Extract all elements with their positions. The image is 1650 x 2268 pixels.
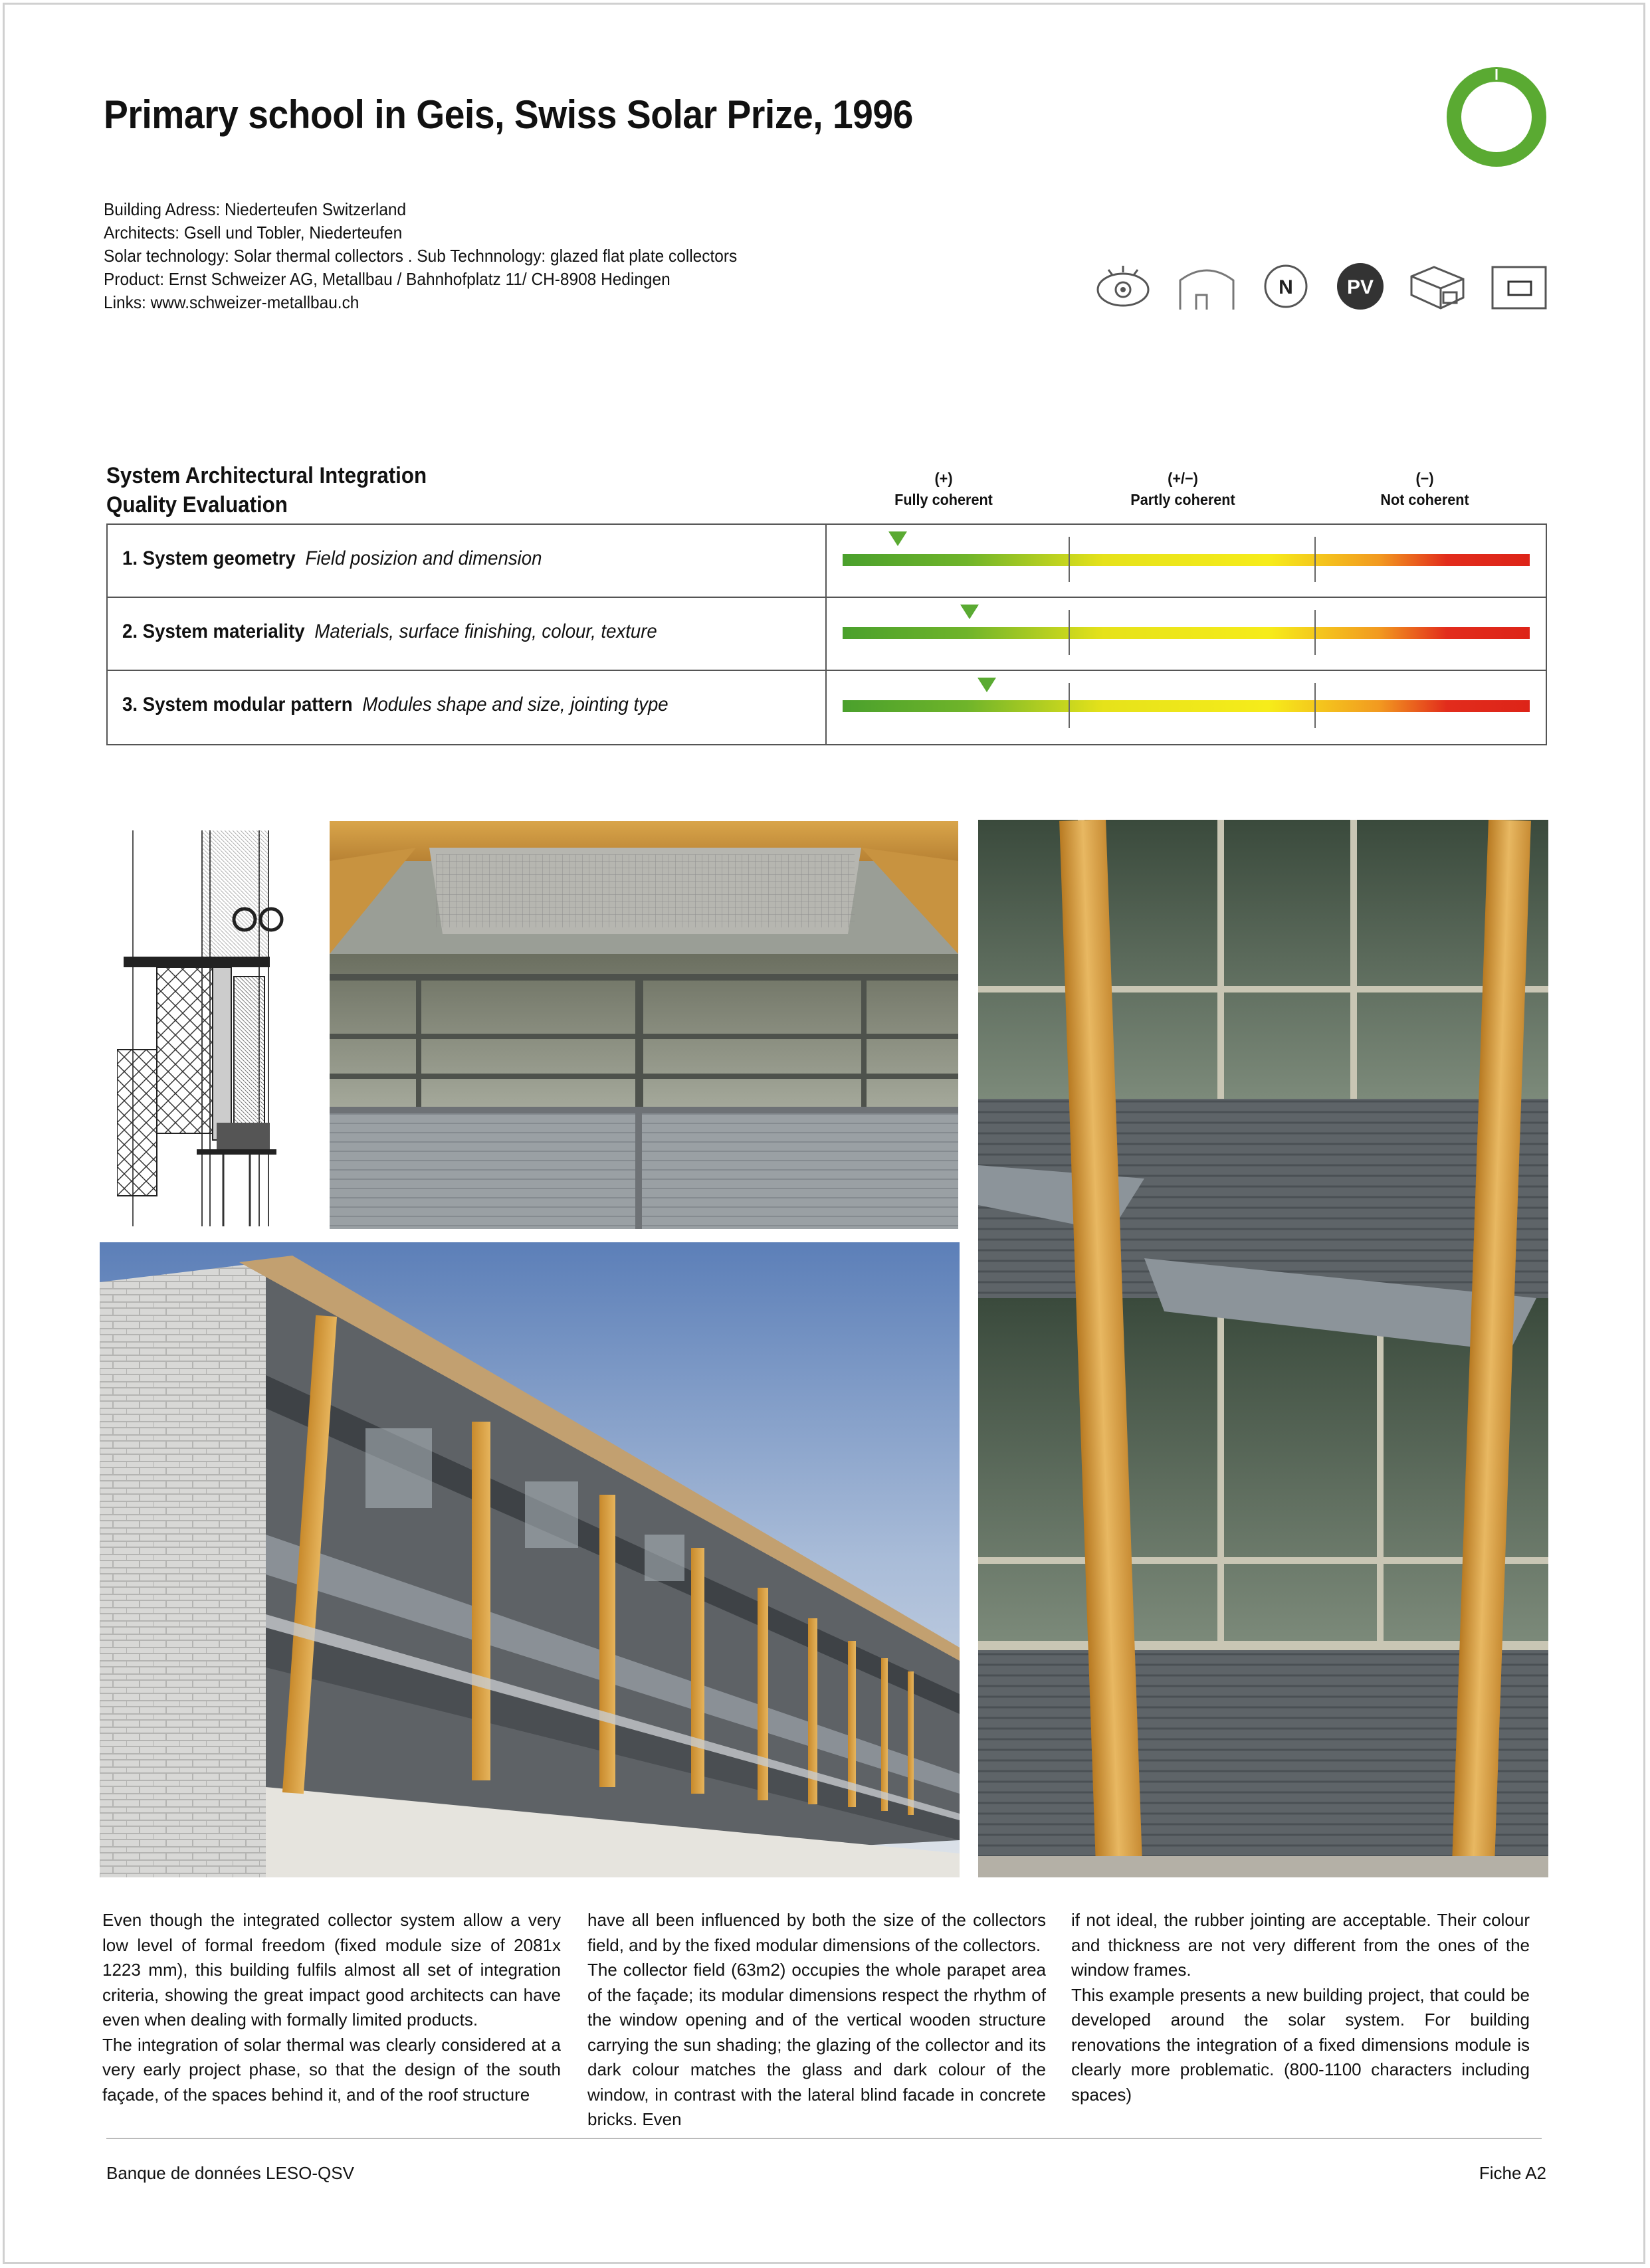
header-icons (1090, 260, 1555, 314)
rating-tick (1314, 683, 1316, 728)
rating-marker-icon (978, 678, 996, 692)
legend-not-coherent (1344, 468, 1506, 510)
legend-label: Fully coherent (894, 491, 993, 508)
rating-marker-icon (888, 531, 907, 546)
criterion-row (108, 598, 1546, 671)
text-column-1 (102, 1908, 561, 2107)
footer-sheet-number: Fiche A2 (1479, 2163, 1546, 2183)
evaluation-table (106, 523, 1547, 745)
architects: Architects: Gsell und Tobler, Niederteufen (104, 223, 403, 242)
collector-closeup-photo (330, 821, 958, 1229)
rating-marker-icon (960, 605, 979, 619)
paragraph: The integration of solar thermal was clearly considered at a very early project phase, so that the design of the south façade, of the spaces behind it, and of the roof structure (102, 2034, 561, 2105)
page-title: Primary school in Geis, Swiss Solar Prize, 1996 (104, 92, 913, 137)
legend-label: Not coherent (1380, 491, 1469, 508)
text-column-2 (587, 1908, 1046, 2132)
paragraph: Even though the integrated collector system allow a very low level of formal freedom (fixed module size of 2081x 1223 mm), this building fulfils almost all set of integration criteria, showing the great impact good architects can have even when dealing with formally limited products. (102, 1910, 561, 2030)
module-box-icon (1407, 264, 1467, 314)
facade-detail-photo (978, 820, 1548, 1877)
paragraph: This example presents a new building project, that could be developed around the solar system. For building renovations the integration of a fixed dimensions module is clearly more problematic. (800-1100 characters including spaces) (1071, 1984, 1530, 2105)
rating-tick (1069, 683, 1070, 728)
north-label: N (1279, 276, 1293, 298)
criterion-detail: Modules shape and size, jointing type (362, 694, 669, 715)
criterion-text (122, 547, 542, 570)
criterion-detail: Field posizion and dimension (305, 547, 542, 569)
row-divider (825, 598, 827, 670)
legend-partly-coherent (1102, 468, 1264, 510)
text-column-3 (1071, 1908, 1530, 2107)
footer-divider (106, 2138, 1542, 2139)
category-ring-icon (1446, 66, 1547, 167)
school-building-photo (100, 1242, 960, 1877)
rating-bar (843, 554, 1530, 566)
building-info (104, 198, 737, 314)
north-orientation-icon (1263, 263, 1309, 313)
footer-database: Banque de données LESO-QSV (106, 2163, 354, 2183)
legend-fully-coherent (863, 468, 1025, 510)
pv-icon (1336, 262, 1385, 314)
house-outline-icon (1178, 263, 1236, 314)
evaluation-heading-line2: Quality Evaluation (106, 492, 288, 518)
criterion-row (108, 671, 1546, 744)
paragraph: The collector field (63m2) occupies the whole parapet area of the façade; its modular dimensions respect the rhythm of the window opening and of the vertical wooden structure carrying the sun shading; the glazing of the collector and its dark colour matches the glass and dark colour of the window, in contrast with the lateral blind facade in concrete bricks. Even (587, 1960, 1046, 2129)
solar-technology: Solar technology: Solar thermal collectors . Sub Technnology: glazed flat plate collectors (104, 246, 738, 266)
rating-tick (1314, 610, 1316, 655)
criterion-detail: Materials, surface finishing, colour, texture (314, 620, 657, 642)
legend-symbol: (+) (934, 470, 953, 487)
criterion-name: 2. System materiality (122, 620, 305, 642)
rating-tick (1069, 610, 1070, 655)
paragraph: if not ideal, the rubber jointing are acceptable. Their colour and thickness are not very different from the ones of the window frames. (1071, 1910, 1530, 1980)
legend-symbol: (−) (1415, 470, 1434, 487)
criterion-text (122, 620, 657, 643)
rating-bar (843, 627, 1530, 639)
row-divider (825, 525, 827, 597)
rating-tick (1069, 537, 1070, 582)
paragraph: have all been influenced by both the size of the collectors field, and by the fixed modular dimensions of the collectors. (587, 1910, 1046, 1955)
product: Product: Ernst Schweizer AG, Metallbau / Bahnhofplatz 11/ CH-8908 Hedingen (104, 269, 670, 289)
rectangle-icon (1491, 266, 1547, 313)
criterion-name: 1. System geometry (122, 547, 296, 569)
legend-symbol: (+/−) (1168, 470, 1198, 487)
criterion-row (108, 525, 1546, 598)
eye-icon (1095, 260, 1151, 317)
rating-bar (843, 700, 1530, 712)
building-address: Building Adress: Niederteufen Switzerland (104, 199, 407, 219)
evaluation-heading (106, 461, 427, 520)
row-divider (825, 671, 827, 744)
facade-section-drawing (117, 830, 304, 1226)
legend-label: Partly coherent (1130, 491, 1235, 508)
evaluation-heading-line1: System Architectural Integration (106, 463, 427, 488)
criterion-name: 3. System modular pattern (122, 694, 353, 715)
criterion-text (122, 694, 669, 716)
rating-tick (1314, 537, 1316, 582)
pv-label: PV (1346, 276, 1374, 298)
links[interactable]: Links: www.schweizer-metallbau.ch (104, 292, 360, 312)
